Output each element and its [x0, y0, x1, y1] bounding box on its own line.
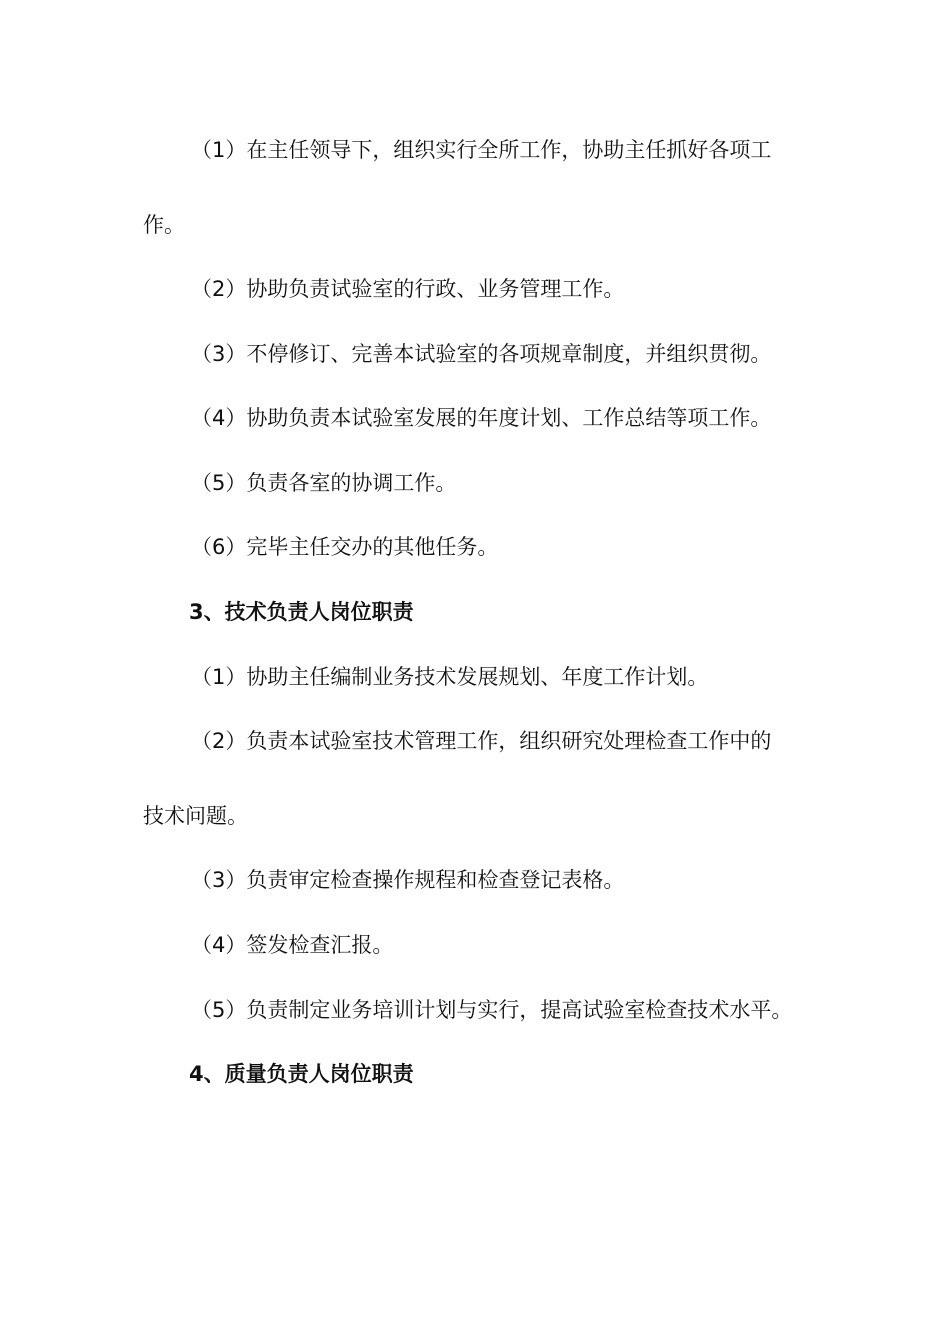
paragraph-line: 作。: [143, 213, 185, 237]
paragraph-line: （5）负责各室的协调工作。: [191, 471, 457, 495]
paragraph-line: （4）协助负责本试验室发展的年度计划、工作总结等项工作。: [191, 406, 772, 430]
paragraph-line: （2）协助负责试验室的行政、业务管理工作。: [191, 277, 625, 301]
paragraph-line: （4）签发检查汇报。: [191, 933, 394, 957]
paragraph-line: （5）负责制定业务培训计划与实行，提高试验室检查技术水平。: [191, 998, 793, 1022]
paragraph-line: 技术问题。: [143, 804, 248, 828]
paragraph-line: （6）完毕主任交办的其他任务。: [191, 535, 499, 559]
paragraph-line: （3）负责审定检查操作规程和检查登记表格。: [191, 868, 625, 892]
paragraph-line: （2）负责本试验室技术管理工作，组织研究处理检查工作中的: [191, 729, 772, 753]
paragraph-line: （1）在主任领导下，组织实行全所工作，协助主任抓好各项工: [191, 138, 772, 162]
paragraph-line: （1）协助主任编制业务技术发展规划、年度工作计划。: [191, 665, 709, 689]
section-heading: 3、技术负责人岗位职责: [189, 600, 414, 624]
section-heading: 4、质量负责人岗位职责: [189, 1062, 414, 1086]
paragraph-line: （3）不停修订、完善本试验室的各项规章制度，并组织贯彻。: [191, 342, 772, 366]
